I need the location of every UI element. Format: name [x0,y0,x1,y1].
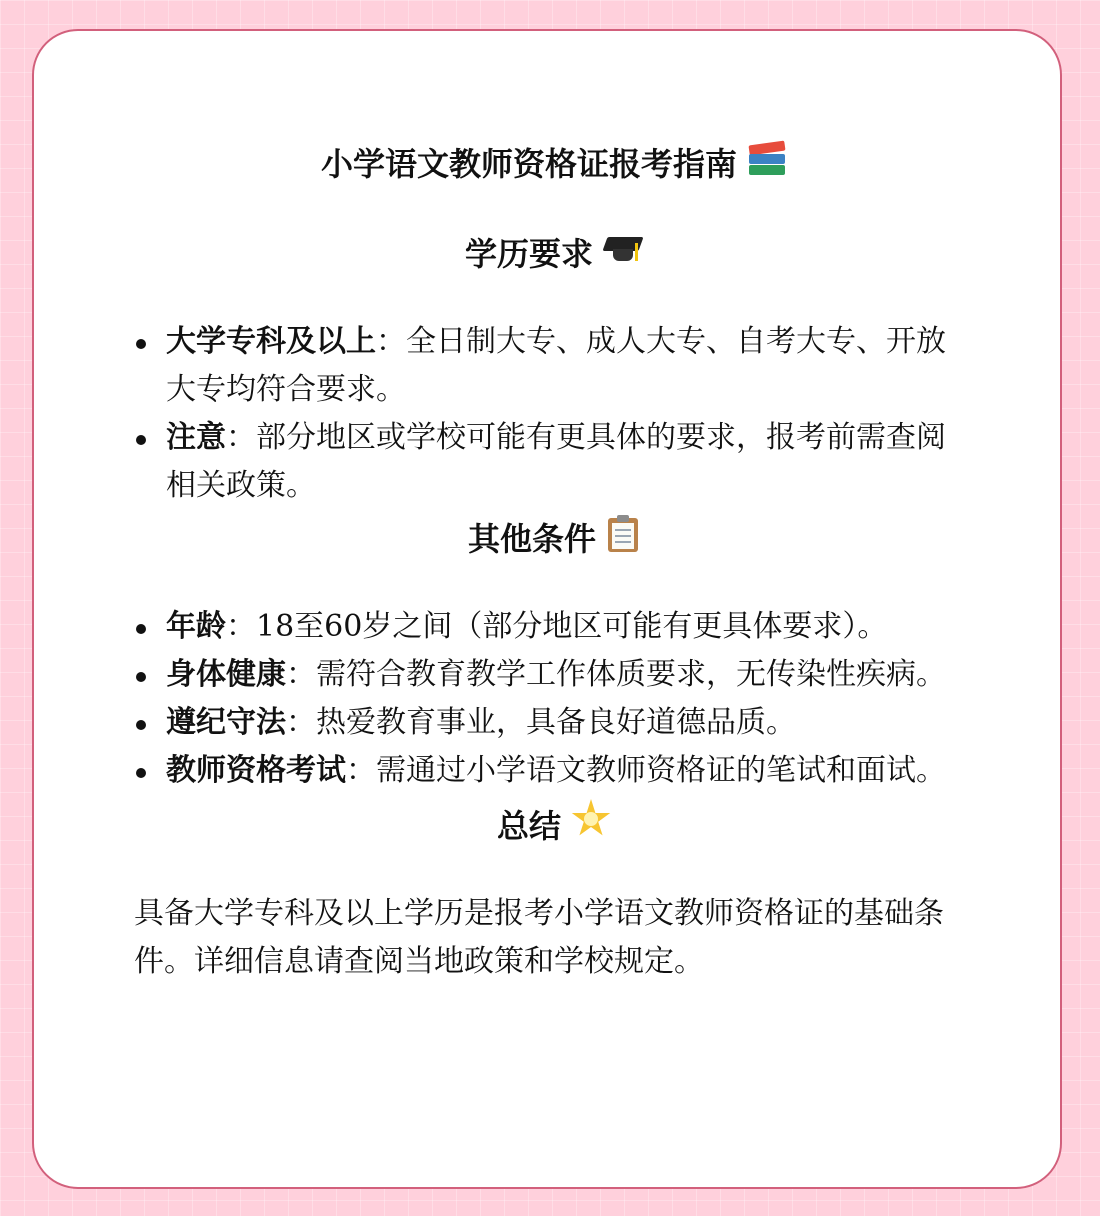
page-title [134,139,974,188]
clipboard-icon [606,514,640,552]
item-text: 需符合教育教学工作体质要求，无传染性疾病。 [316,657,946,692]
item-separator: ： [226,420,256,455]
list-item [134,747,974,795]
page-title-text: 小学语文教师资格证报考指南 [320,145,737,183]
item-separator: ： [376,324,406,359]
document-content [134,139,974,986]
list-item [134,603,974,651]
summary-paragraph: 具备大学专科及以上学历是报考小学语文教师资格证的基础条件。详细信息请查阅当地政策和学校规定。 [134,896,944,979]
item-text: 18至60岁之间（部分地区可能有更具体要求）。 [256,609,888,644]
section-heading-other-text: 其他条件 [467,520,596,558]
list-item [134,318,974,414]
graduation-cap-icon [603,231,643,267]
books-icon [747,139,787,177]
item-text: 需通过小学语文教师资格证的笔试和面试。 [376,753,946,788]
section-heading-other [134,514,974,563]
item-label: 身体健康 [166,657,286,692]
item-text: 全日制大专、成人大专、自考大专、开放大专均符合要求。 [166,324,946,407]
section-heading-education [134,230,974,278]
list-item [134,699,974,747]
item-separator: ： [286,705,316,740]
list-item [134,651,974,699]
section-heading-summary-text: 总结 [496,807,561,845]
section-heading-summary [134,799,974,850]
education-list [134,318,974,510]
glowing-star-icon [571,799,611,839]
item-label: 遵纪守法 [166,705,286,740]
item-label: 注意 [166,420,226,455]
content-card [32,29,1062,1189]
item-text: 热爱教育事业，具备良好道德品质。 [316,705,796,740]
item-text: 部分地区或学校可能有更具体的要求，报考前需查阅相关政策。 [166,420,946,503]
item-label: 年龄 [166,609,226,644]
item-separator: ： [226,609,256,644]
item-separator: ： [346,753,376,788]
item-label: 大学专科及以上 [166,324,376,359]
item-label: 教师资格考试 [166,753,346,788]
section-heading-education-text: 学历要求 [464,235,593,273]
list-item [134,414,974,510]
item-separator: ： [286,657,316,692]
other-conditions-list [134,603,974,795]
